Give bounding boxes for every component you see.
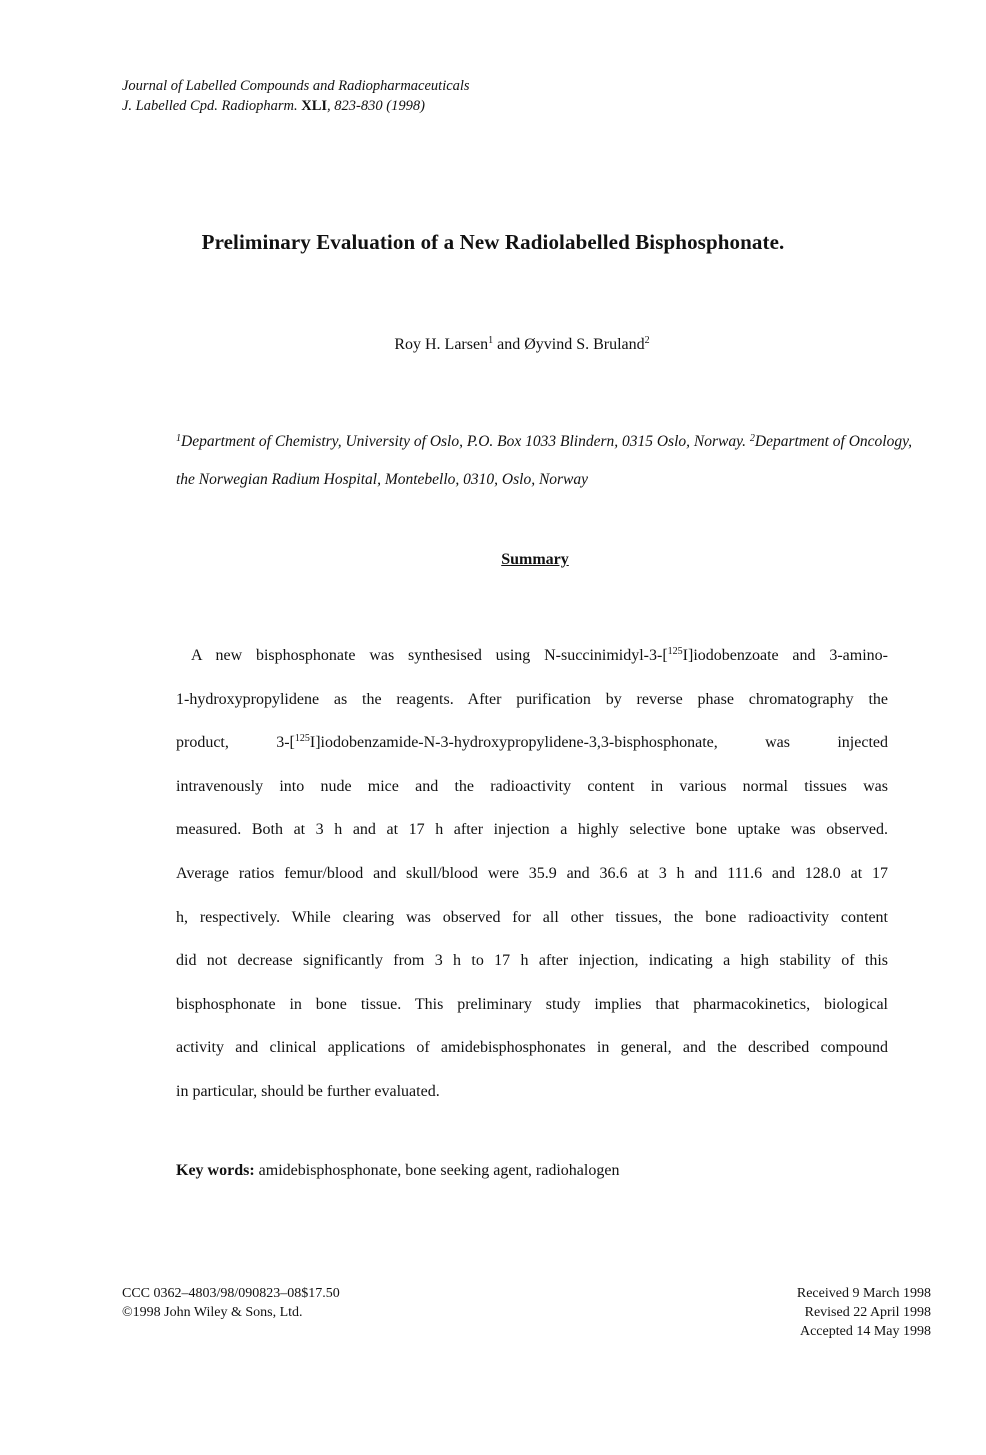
received-date: Received 9 March 1998 — [796, 1286, 931, 1301]
footer-left — [122, 1284, 340, 1322]
keywords-label: Key words: — [176, 1162, 255, 1179]
affil-mark: 1 — [176, 433, 181, 444]
affiliations — [176, 423, 916, 499]
copyright: ©1998 John Wiley & Sons, Ltd. — [122, 1305, 303, 1320]
abstract-line: activity and clinical applications of amidebisphosphonates in general, and the described compound — [176, 1039, 888, 1057]
abstract-line: intravenously into nude mice and the radioactivity content in various normal tissues was — [176, 777, 888, 795]
abstract-line: product, 3-[$^{125}$I]iodobenzamide-N-3-hydroxypropylidene-3,3-bisphosphonate, was injected — [176, 733, 889, 752]
author-name: Øyvind S. Bruland — [524, 336, 645, 353]
abstract-line: A new bisphosphonate was synthesised using N-succinimidyl-3-[$^{125}$I]iodobenzoate and 3-amino- — [191, 646, 888, 664]
summary-heading: Summary — [501, 551, 569, 568]
author-affil-mark: 1 — [488, 335, 494, 346]
volume: XLI — [301, 98, 328, 114]
accepted-date: Accepted 14 May 1998 — [799, 1324, 931, 1339]
revised-date: Revised 22 April 1998 — [804, 1305, 931, 1320]
author-conjunction: and — [493, 336, 525, 353]
abstract-line: 1-hydroxypropylidene as the reagents. After purification by reverse phase chromatography the — [176, 690, 888, 708]
isotope-mark: 125 — [667, 646, 683, 657]
keywords — [176, 1162, 619, 1180]
author-affil-mark: 2 — [644, 335, 650, 346]
journal-name: Journal of Labelled Compounds and Radiopharmaceuticals — [122, 78, 470, 94]
pages-year: , 823-830 (1998) — [327, 98, 425, 114]
abstract-line: measured. Both at 3 h and at 17 h after injection a highly selective bone uptake was observed. — [176, 821, 888, 839]
abstract-line: did not decrease significantly from 3 h to 17 h after injection, indicating a high stability of this — [176, 952, 888, 970]
abstract-line: h, respectively. While clearing was observed for all other tissues, the bone radioactivity content — [176, 908, 888, 926]
citation-prefix: J. Labelled Cpd. Radiopharm. — [122, 98, 298, 114]
affiliation-text: Department of Oncology, the Norwegian Radium Hospital, Montebello, 0310, Oslo, Norway — [176, 433, 913, 488]
journal-citation — [122, 96, 470, 116]
abstract-line: bisphosphonate in bone tissue. This preliminary study implies that pharmacokinetics, biological — [176, 995, 888, 1013]
author-name: Roy H. Larsen — [394, 336, 489, 353]
paper-title: Preliminary Evaluation of a New Radiolabelled Bisphosphonate. — [201, 230, 785, 254]
summary-body — [176, 634, 888, 1114]
keywords-text: amidebisphosphonate, bone seeking agent, radiohalogen — [254, 1162, 620, 1179]
author-list — [0, 336, 986, 354]
abstract-line: in particular, should be further evaluated. — [176, 1082, 440, 1100]
affil-mark: 2 — [749, 433, 755, 444]
journal-header — [122, 76, 470, 116]
affiliation-text: Department of Chemistry, University of Oslo, P.O. Box 1033 Blindern, 0315 Oslo, Norway. — [181, 433, 750, 450]
footer-dates — [797, 1284, 931, 1341]
ccc-code: CCC 0362–4803/98/090823–08$17.50 — [122, 1286, 340, 1301]
isotope-mark: 125 — [294, 733, 310, 745]
abstract-line: Average ratios femur/blood and skull/blood were 35.9 and 36.6 at 3 h and 111.6 and 128.0 at 17 — [176, 864, 888, 882]
